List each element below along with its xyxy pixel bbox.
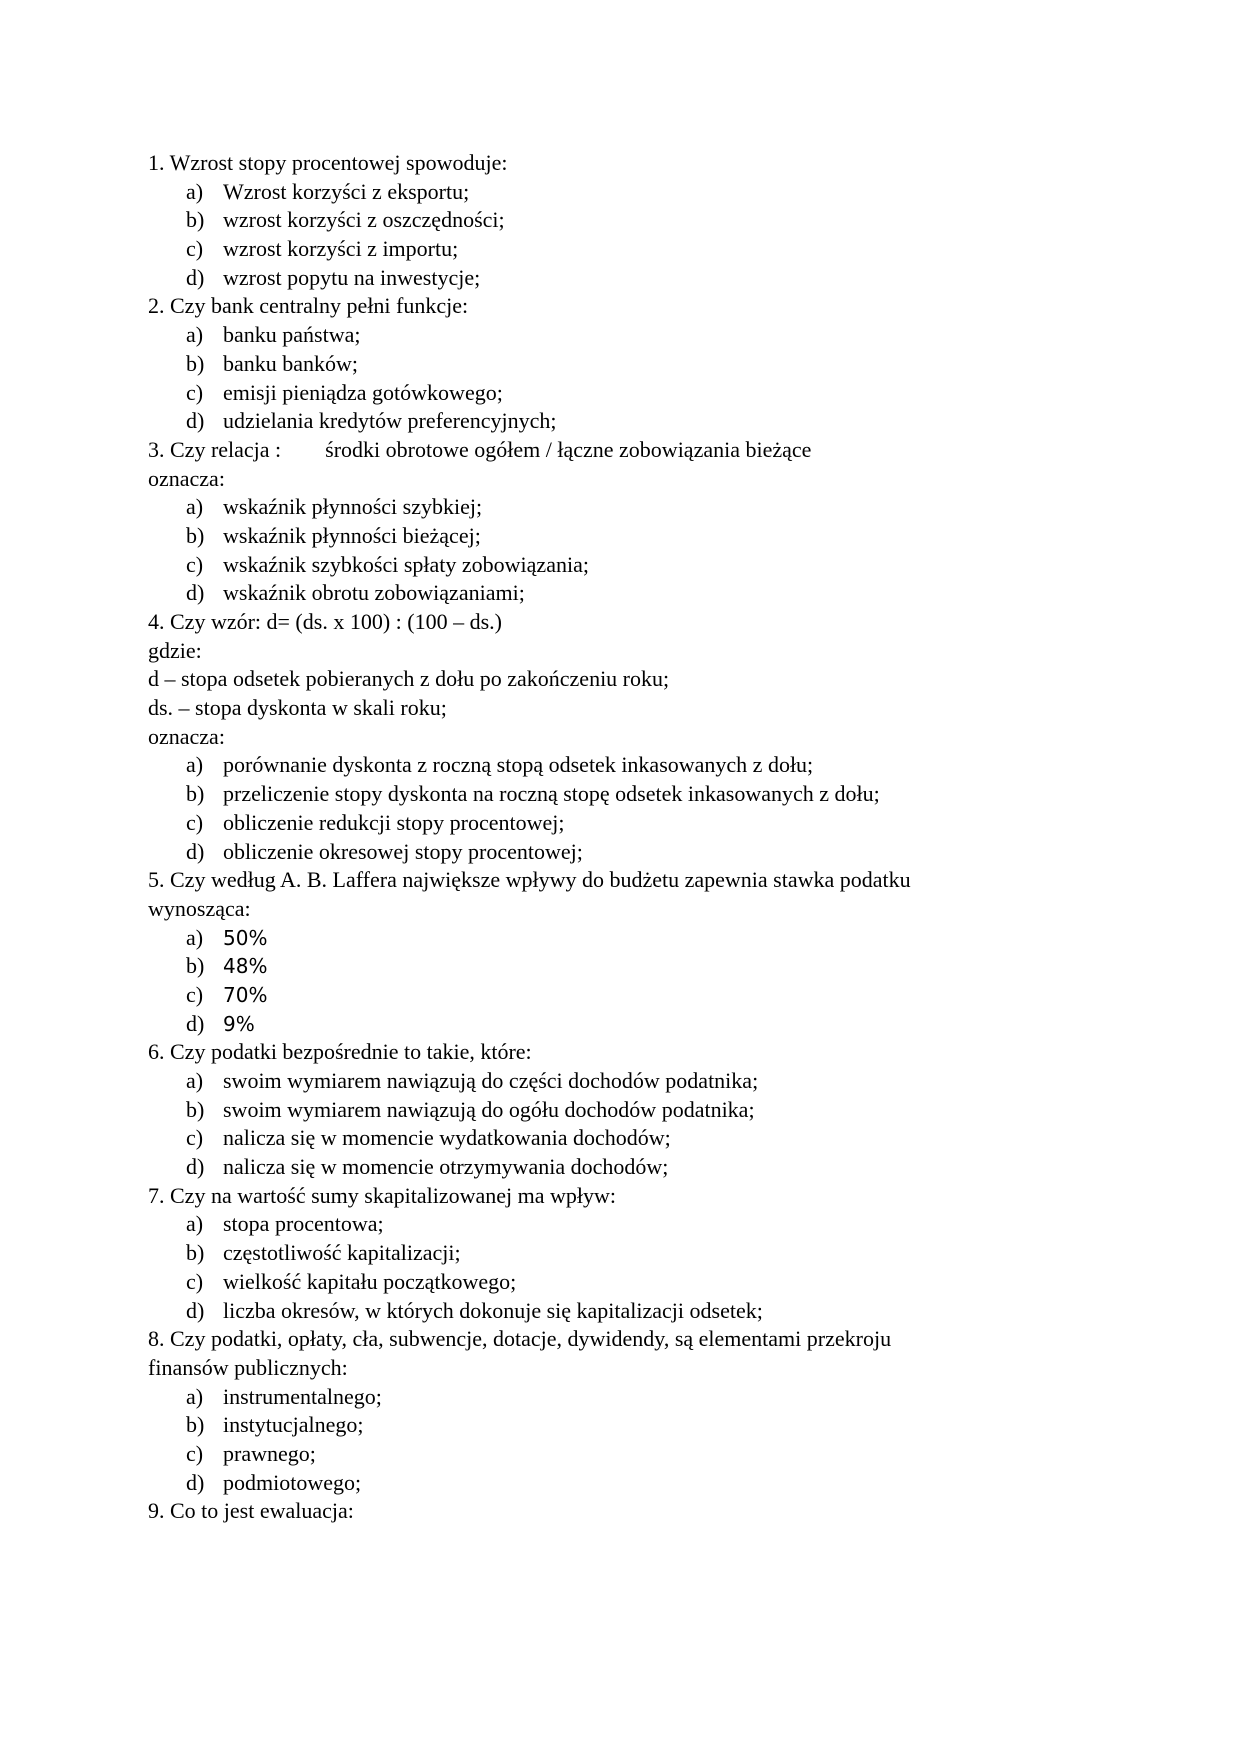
- option: [186, 809, 1048, 838]
- option-text: instytucjalnego;: [223, 1412, 364, 1438]
- option-letter: d): [186, 1469, 205, 1495]
- option: [186, 350, 1048, 379]
- option-letter: d): [186, 408, 205, 434]
- option: [186, 1096, 1048, 1125]
- formula-text: środki obrotowe ogółem / łączne zobowiązania bieżące: [325, 436, 812, 462]
- question-9: [148, 1497, 1048, 1526]
- option-text: 50%: [223, 925, 268, 950]
- question-text: Co to jest ewaluacja:: [170, 1498, 354, 1524]
- option-text: przeliczenie stopy dyskonta na roczną stopę odsetek inkasowanych z dołu;: [223, 781, 880, 807]
- option: [186, 551, 1048, 580]
- option-text: banku państwa;: [223, 322, 361, 348]
- question-text: Czy bank centralny pełni funkcje:: [170, 293, 469, 319]
- option: [186, 924, 1048, 953]
- continuation-line: gdzie:: [148, 637, 202, 663]
- option-text: wzrost popytu na inwestycje;: [223, 264, 481, 290]
- option-text: porównanie dyskonta z roczną stopą odsetek inkasowanych z dołu;: [223, 752, 814, 778]
- question-number: 9.: [148, 1498, 165, 1524]
- option-letter: c): [186, 981, 204, 1007]
- option-text: nalicza się w momencie wydatkowania dochodów;: [223, 1125, 671, 1151]
- option: [186, 178, 1048, 207]
- option-text: nalicza się w momencie otrzymywania dochodów;: [223, 1154, 669, 1180]
- option-text: wskaźnik szybkości spłaty zobowiązania;: [223, 551, 589, 577]
- option: [186, 1268, 1048, 1297]
- question-number: 1.: [148, 150, 165, 175]
- option: [186, 264, 1048, 293]
- option-letter: d): [186, 838, 205, 864]
- option-text: obliczenie redukcji stopy procentowej;: [223, 809, 565, 835]
- option: [186, 522, 1048, 551]
- option-text: obliczenie okresowej stopy procentowej;: [223, 838, 583, 864]
- option-letter: a): [186, 494, 204, 520]
- option-letter: b): [186, 522, 205, 548]
- option-text: stopa procentowa;: [223, 1211, 384, 1237]
- option: [186, 379, 1048, 408]
- continuation-line: oznacza:: [148, 723, 225, 749]
- option: [186, 1124, 1048, 1153]
- option-text: wskaźnik obrotu zobowiązaniami;: [223, 580, 525, 606]
- option-text: wielkość kapitału początkowego;: [223, 1268, 517, 1294]
- option-letter: b): [186, 1412, 205, 1438]
- continuation-line: d – stopa odsetek pobieranych z dołu po zakończeniu roku;: [148, 666, 670, 692]
- option-text: Wzrost korzyści z eksportu;: [223, 178, 470, 204]
- option-text: swoim wymiarem nawiązują do ogółu dochodów podatnika;: [223, 1096, 755, 1122]
- option: [186, 780, 1048, 809]
- option-letter: a): [186, 1211, 204, 1237]
- option: [186, 235, 1048, 264]
- question-number: 7.: [148, 1182, 165, 1208]
- option: [186, 1067, 1048, 1096]
- question-2: [148, 292, 1048, 435]
- option-text: liczba okresów, w których dokonuje się kapitalizacji odsetek;: [223, 1297, 763, 1323]
- option-text: wzrost korzyści z oszczędności;: [223, 207, 505, 233]
- option-letter: d): [186, 1154, 205, 1180]
- option: [186, 1469, 1048, 1498]
- question-text: Czy na wartość sumy skapitalizowanej ma wpływ:: [170, 1182, 617, 1208]
- option-letter: b): [186, 781, 205, 807]
- question-1: [148, 149, 1048, 292]
- option: [186, 579, 1048, 608]
- option-letter: d): [186, 1010, 205, 1036]
- option: [186, 981, 1048, 1010]
- option-letter: c): [186, 551, 204, 577]
- option-letter: a): [186, 1068, 204, 1093]
- option-text: wskaźnik płynności szybkiej;: [223, 494, 483, 520]
- option-letter: a): [186, 178, 204, 204]
- option-letter: a): [186, 924, 204, 950]
- option-text: podmiotowego;: [223, 1469, 362, 1495]
- question-number: 6.: [148, 1039, 165, 1065]
- option: [186, 1239, 1048, 1268]
- question-number: 2.: [148, 293, 165, 319]
- option: [186, 321, 1048, 350]
- question-text: Czy według A. B. Laffera największe wpływy do budżetu zapewnia stawka podatku: [170, 867, 911, 893]
- option-text: częstotliwość kapitalizacji;: [223, 1240, 461, 1266]
- option-text: udzielania kredytów preferencyjnych;: [223, 408, 557, 434]
- question-text: Czy podatki, opłaty, cła, subwencje, dotacje, dywidendy, są elementami przekroju: [170, 1326, 892, 1352]
- option: [186, 1440, 1048, 1469]
- option-letter: d): [186, 580, 205, 606]
- option-text: 9%: [223, 1011, 255, 1036]
- option-text: instrumentalnego;: [223, 1383, 382, 1409]
- option-letter: b): [186, 350, 205, 376]
- question-text: Czy relacja :: [170, 436, 282, 462]
- option: [186, 1411, 1048, 1440]
- option-text: 70%: [223, 982, 268, 1007]
- continuation-line: oznacza:: [148, 465, 225, 491]
- option: [186, 751, 1048, 780]
- option-text: 48%: [223, 954, 268, 979]
- option: [186, 1153, 1048, 1182]
- option: [186, 1010, 1048, 1039]
- question-5: [148, 866, 1048, 1038]
- question-4: [148, 608, 1048, 866]
- continuation-line: wynosząca:: [148, 895, 251, 921]
- question-6: [148, 1038, 1048, 1181]
- option-letter: d): [186, 1297, 205, 1323]
- question-number: 8.: [148, 1326, 165, 1352]
- option-text: swoim wymiarem nawiązują do części dochodów podatnika;: [223, 1068, 759, 1093]
- option: [186, 407, 1048, 436]
- option: [186, 838, 1048, 867]
- document-content: [148, 149, 1048, 1526]
- option-letter: b): [186, 953, 205, 979]
- option: [186, 1383, 1048, 1412]
- question-number: 5.: [148, 867, 165, 893]
- option-text: banku banków;: [223, 350, 359, 376]
- question-8: [148, 1325, 1048, 1497]
- option: [186, 206, 1048, 235]
- question-text: Wzrost stopy procentowej spowoduje:: [169, 150, 508, 175]
- question-3: [148, 436, 1048, 608]
- question-text: Czy podatki bezpośrednie to takie, które:: [170, 1039, 532, 1065]
- option-letter: c): [186, 809, 204, 835]
- option-letter: c): [186, 1440, 204, 1466]
- option-letter: d): [186, 264, 205, 290]
- option-letter: b): [186, 1096, 205, 1122]
- option-letter: c): [186, 236, 204, 262]
- option-letter: c): [186, 379, 204, 405]
- continuation-line: finansów publicznych:: [148, 1354, 348, 1380]
- option: [186, 1297, 1048, 1326]
- option: [186, 1210, 1048, 1239]
- question-number: 4.: [148, 609, 165, 634]
- option-text: wzrost korzyści z importu;: [223, 236, 459, 262]
- option-letter: c): [186, 1268, 204, 1294]
- question-number: 3.: [148, 436, 165, 462]
- continuation-line: ds. – stopa dyskonta w skali roku;: [148, 695, 447, 721]
- option-letter: b): [186, 1240, 205, 1266]
- option-text: prawnego;: [223, 1440, 316, 1466]
- option-letter: a): [186, 752, 204, 778]
- option-letter: b): [186, 207, 205, 233]
- option-text: emisji pieniądza gotówkowego;: [223, 379, 503, 405]
- question-text: Czy wzór: d= (ds. x 100) : (100 – ds.): [170, 609, 502, 634]
- question-7: [148, 1182, 1048, 1325]
- option-letter: c): [186, 1125, 204, 1151]
- option-letter: a): [186, 1383, 204, 1409]
- option-text: wskaźnik płynności bieżącej;: [223, 522, 481, 548]
- option: [186, 952, 1048, 981]
- option: [186, 493, 1048, 522]
- option-letter: a): [186, 322, 204, 348]
